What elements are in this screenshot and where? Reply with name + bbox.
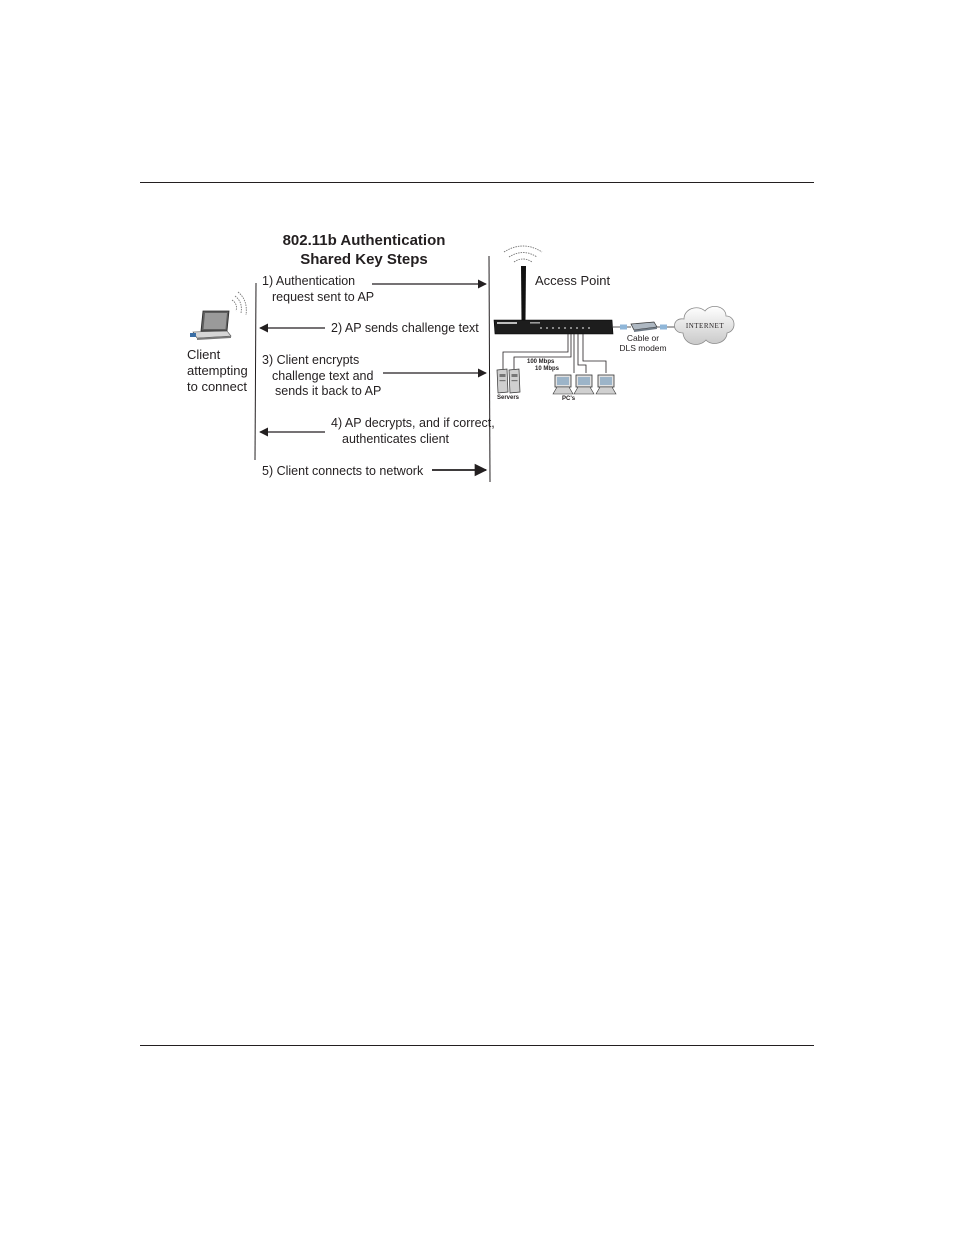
pc-icon (596, 375, 616, 394)
antenna-icon (521, 266, 526, 320)
speed-label-10: 10 Mbps (535, 366, 560, 372)
cable-connector (660, 325, 667, 330)
diagram-title-line-2: Shared Key Steps (300, 251, 428, 268)
step-4-line-1: 4) AP decrypts, and if correct, (331, 416, 495, 430)
client-label (187, 347, 248, 395)
modem-label (612, 333, 674, 353)
client-label-line-3: to connect (187, 379, 247, 394)
servers-icon (497, 369, 520, 393)
step-1-text (262, 274, 374, 305)
step-4-text (331, 416, 495, 447)
step-1-line-1: 1) Authentication (262, 274, 356, 288)
laptop-icon (190, 311, 231, 340)
pc-icon (574, 375, 594, 394)
pcs-label: PC's (562, 396, 576, 402)
speed-label-100: 100 Mbps (527, 359, 555, 365)
ap-wireless-signal-icon (504, 246, 542, 262)
access-point-router-icon (494, 320, 613, 334)
cable-connector (620, 325, 627, 330)
access-point-label: Access Point (535, 273, 611, 288)
internet-label: INTERNET (685, 322, 725, 330)
modem-icon (631, 322, 657, 332)
client-label-line-2: attempting (187, 363, 248, 378)
ap-boundary-line (489, 256, 490, 482)
step-3-line-3: sends it back to AP (275, 384, 382, 398)
step-3-text (262, 353, 381, 400)
step-4-line-2: authenticates client (342, 431, 450, 446)
modem-label-line-1: Cable or (626, 333, 660, 343)
step-2-text (331, 321, 479, 337)
step-3-line-1: 3) Client encrypts (262, 353, 360, 367)
modem-label-line-2: DLS modem (619, 343, 667, 353)
step-1-line-2: request sent to AP (272, 289, 375, 304)
step-2-line-1: 2) AP sends challenge text (331, 321, 479, 335)
step-5-text (262, 464, 423, 480)
pc-icon (553, 375, 573, 394)
servers-label: Servers (497, 395, 520, 401)
step-5-line-1: 5) Client connects to network (262, 464, 424, 478)
diagram-title-line-1: 802.11b Authentication (282, 232, 446, 249)
client-label-line-1: Client (187, 347, 221, 362)
client-boundary-line (255, 283, 256, 460)
step-3-line-2: challenge text and (272, 368, 374, 383)
client-wireless-signal-icon (232, 292, 246, 315)
